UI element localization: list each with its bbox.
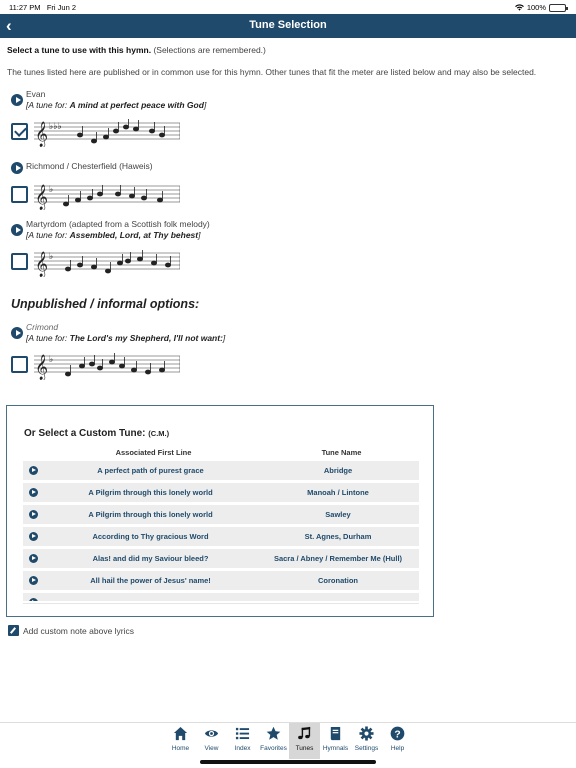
svg-text:♭: ♭ bbox=[49, 355, 54, 365]
row-first-line: All hail the power of Jesus' name! bbox=[90, 576, 211, 585]
wifi-icon bbox=[515, 4, 524, 11]
eye-icon bbox=[204, 726, 219, 741]
listing-note: The tunes listed here are published or in common use for this hymn. Other tunes that fit the meter are listed below and may also be selected. bbox=[7, 67, 537, 77]
tab-label: Settings bbox=[354, 745, 379, 752]
status-right bbox=[515, 3, 566, 12]
svg-text:𝄞: 𝄞 bbox=[35, 252, 49, 277]
tune-item-evan bbox=[11, 89, 206, 147]
row-first-line: Alas! and did my Saviour bleed? bbox=[92, 554, 209, 563]
unpublished-heading: Unpublished / informal options: bbox=[11, 297, 200, 311]
tab-label: Tunes bbox=[295, 745, 314, 752]
svg-text:𝄞: 𝄞 bbox=[35, 355, 49, 380]
tune-checkbox[interactable] bbox=[11, 123, 28, 140]
play-icon[interactable] bbox=[29, 466, 38, 475]
meter-label: (C.M.) bbox=[148, 429, 170, 438]
home-indicator bbox=[200, 760, 376, 764]
tab-favorites[interactable] bbox=[258, 723, 289, 759]
home-icon bbox=[173, 726, 188, 741]
select-instruction bbox=[7, 45, 266, 55]
tab-label: Favorites bbox=[260, 745, 287, 752]
custom-note-label: Add custom note above lyrics bbox=[23, 625, 135, 636]
custom-note-toggle[interactable] bbox=[8, 625, 134, 636]
tune-checkbox[interactable] bbox=[11, 186, 28, 203]
custom-tune-row[interactable] bbox=[23, 527, 419, 546]
tab-settings[interactable] bbox=[351, 723, 382, 759]
custom-tune-panel bbox=[6, 405, 434, 617]
play-icon[interactable] bbox=[29, 532, 38, 541]
row-first-line: According to Thy gracious Word bbox=[92, 532, 209, 541]
gear-icon bbox=[359, 726, 374, 741]
tune-item-martyrdom bbox=[11, 219, 210, 277]
custom-tune-row[interactable] bbox=[23, 549, 419, 568]
music-staff-richmond bbox=[34, 178, 180, 210]
play-icon[interactable] bbox=[11, 327, 23, 339]
play-icon[interactable] bbox=[11, 224, 23, 236]
battery-icon bbox=[549, 4, 566, 12]
select-instruction-bold: Select a tune to use with this hymn. bbox=[7, 45, 152, 55]
custom-tune-row[interactable] bbox=[23, 461, 419, 480]
book-icon bbox=[328, 726, 343, 741]
tab-home[interactable] bbox=[165, 723, 196, 759]
play-icon[interactable] bbox=[29, 554, 38, 563]
row-first-line: A Pilgrim through this lonely world bbox=[88, 510, 213, 519]
custom-tune-row[interactable] bbox=[23, 483, 419, 502]
tab-label: Hymnals bbox=[322, 745, 349, 752]
svg-text:♭: ♭ bbox=[49, 252, 54, 262]
row-tune-name: Sawley bbox=[325, 510, 351, 519]
play-icon[interactable] bbox=[29, 510, 38, 519]
tab-label: View bbox=[204, 745, 219, 752]
row-tune-name: Abridge bbox=[323, 466, 353, 475]
row-tune-name: Coronation bbox=[318, 576, 358, 585]
row-tune-name: Sacra / Abney / Remember Me (Hull) bbox=[273, 554, 403, 563]
col-first-line: Associated First Line bbox=[115, 448, 192, 457]
tab-tunes[interactable] bbox=[289, 723, 320, 759]
tune-name: Richmond / Chesterfield (Haweis) bbox=[26, 161, 153, 171]
play-icon[interactable] bbox=[29, 488, 38, 497]
battery-percent: 100% bbox=[526, 3, 546, 12]
tab-help[interactable] bbox=[382, 723, 413, 759]
tune-for: [A tune for: Assembled, Lord, at Thy behest] bbox=[26, 230, 201, 240]
music-staff-crimond bbox=[34, 348, 180, 380]
play-icon[interactable] bbox=[29, 576, 38, 585]
custom-tune-heading: Or Select a Custom Tune: (C.M.) bbox=[24, 428, 170, 439]
help-icon bbox=[390, 726, 405, 741]
tab-label: Help bbox=[390, 745, 405, 752]
status-time: 11:27 PM Fri Jun 2 bbox=[9, 3, 76, 12]
col-tune-name: Tune Name bbox=[321, 448, 362, 457]
chevron-left-icon[interactable]: ‹ bbox=[6, 16, 12, 35]
row-first-line: A perfect path of purest grace bbox=[97, 466, 204, 475]
tab-hymnals[interactable] bbox=[320, 723, 351, 759]
row-tune-name: St. Agnes, Durham bbox=[304, 532, 372, 541]
tune-item-richmond bbox=[11, 161, 180, 210]
svg-text:𝄞: 𝄞 bbox=[35, 122, 49, 147]
custom-tune-row[interactable] bbox=[23, 505, 419, 524]
music-staff-evan bbox=[34, 115, 180, 147]
svg-text:♭: ♭ bbox=[49, 185, 54, 195]
music-staff-martyrdom bbox=[34, 245, 180, 277]
tab-label: Home bbox=[171, 745, 190, 752]
tune-checkbox[interactable] bbox=[11, 356, 28, 373]
pencil-checkbox-icon[interactable] bbox=[8, 625, 19, 636]
play-icon[interactable] bbox=[11, 94, 23, 106]
tune-for: [A tune for: A mind at perfect peace with God] bbox=[26, 100, 207, 110]
tab-index[interactable] bbox=[227, 723, 258, 759]
list-divider bbox=[23, 603, 419, 604]
tune-name: Crimond bbox=[26, 322, 59, 332]
list-icon bbox=[235, 726, 250, 741]
star-icon bbox=[266, 726, 281, 741]
tune-name: Martyrdom (adapted from a Scottish folk melody) bbox=[26, 219, 210, 229]
select-instruction-note: (Selections are remembered.) bbox=[153, 45, 266, 55]
svg-text:♭♭♭: ♭♭♭ bbox=[49, 122, 62, 132]
play-icon[interactable] bbox=[29, 598, 38, 601]
tab-view[interactable] bbox=[196, 723, 227, 759]
tune-checkbox[interactable] bbox=[11, 253, 28, 270]
tune-item-crimond bbox=[11, 322, 225, 380]
tune-for: [A tune for: The Lord's my Shepherd, I'll not want:] bbox=[26, 333, 226, 343]
status-bar bbox=[0, 0, 576, 14]
music-note-icon bbox=[297, 726, 312, 741]
svg-text:?: ? bbox=[394, 729, 401, 741]
custom-tune-row-partial[interactable] bbox=[23, 593, 419, 601]
custom-tune-list[interactable] bbox=[23, 461, 419, 601]
row-tune-name: Manoah / Lintone bbox=[307, 488, 369, 497]
play-icon[interactable] bbox=[11, 162, 23, 174]
svg-text:𝄞: 𝄞 bbox=[35, 185, 49, 210]
tune-name: Evan bbox=[26, 89, 46, 99]
custom-tune-row[interactable] bbox=[23, 571, 419, 590]
nav-bar bbox=[0, 14, 576, 38]
row-first-line: A Pilgrim through this lonely world bbox=[88, 488, 213, 497]
page-title: Tune Selection bbox=[249, 19, 327, 31]
tab-label: Index bbox=[234, 745, 251, 752]
